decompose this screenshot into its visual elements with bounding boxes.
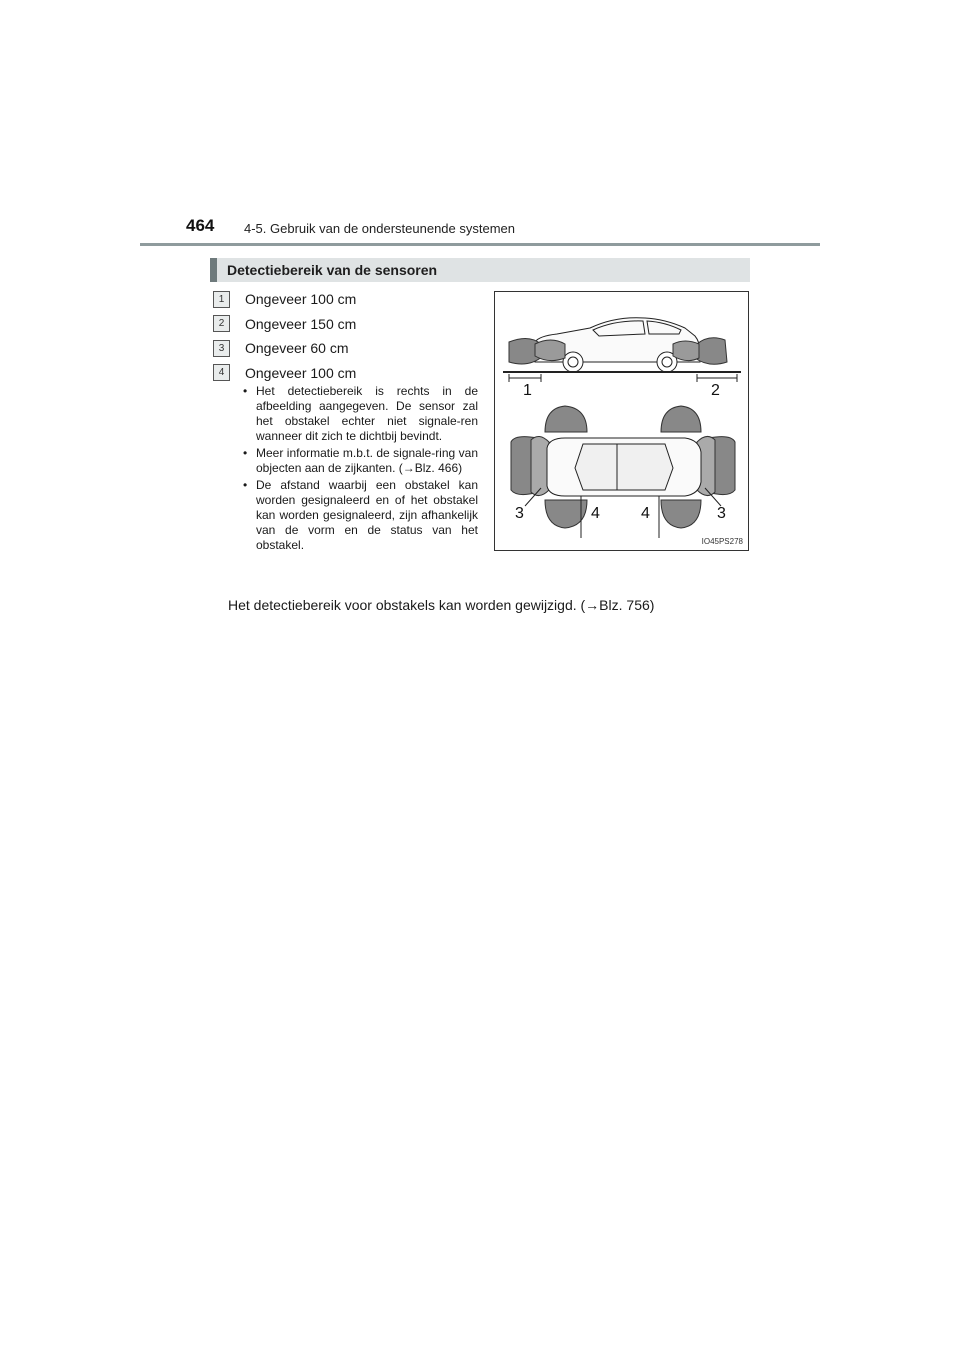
dimension-arrows [509,374,737,382]
bullet-icon: • [243,478,248,492]
item-text: Ongeveer 150 cm [245,315,357,332]
car-top-view [547,438,701,496]
note-text: De afstand waarbij een obstakel kan worden gesignaleerd en of het obstakel kan worden gesignaleerd, zijn afhankelijk van de vorm en de status van het obstakel. [256,478,478,552]
label-4-left: 4 [591,505,600,522]
label-2: 2 [711,382,720,399]
item-text: Ongeveer 60 cm [245,340,349,357]
notes-list [243,384,478,555]
figure-code: IO45PS278 [701,537,743,546]
label-4-right: 4 [641,505,650,522]
label-1: 1 [523,382,532,399]
item-text: Ongeveer 100 cm [245,364,357,381]
item-number-badge: 1 [213,291,230,308]
range-list [213,287,483,385]
section-heading-bar [210,258,750,282]
sensor-range-diagram [495,292,750,552]
item-number-badge: 4 [213,364,230,381]
label-3-right: 3 [717,505,726,522]
section-heading-accent [210,258,217,282]
section-title: Detectiebereik van de sensoren [227,262,438,278]
note-text: Meer informatie m.b.t. de signale-ring van objecten aan de zijkanten. (→Blz. 466) [256,446,478,475]
item-number-badge: 2 [213,315,230,332]
sensor-range-figure [494,291,749,551]
footer-note: Het detectiebereik voor obstakels kan worden gewijzigd. (→Blz. 756) [228,597,655,613]
note-item [243,478,478,553]
page-number: 464 [186,216,215,235]
bullet-icon: • [243,446,248,460]
note-item [243,446,478,476]
label-3-left: 3 [515,505,524,522]
item-text: Ongeveer 100 cm [245,291,357,308]
item-number-badge: 3 [213,340,230,357]
list-item [213,287,483,312]
bullet-icon: • [243,384,248,398]
note-item [243,384,478,444]
header-divider [140,243,820,246]
list-item [213,336,483,361]
list-item [213,312,483,337]
list-item [213,361,483,386]
running-header: 4-5. Gebruik van de ondersteunende systemen [244,221,516,236]
note-text: Het detectiebereik is rechts in de afbeelding aangegeven. De sensor zal het obstakel echter niet signale-ren wanneer dit zich te dichtbij bevindt. [256,384,478,443]
